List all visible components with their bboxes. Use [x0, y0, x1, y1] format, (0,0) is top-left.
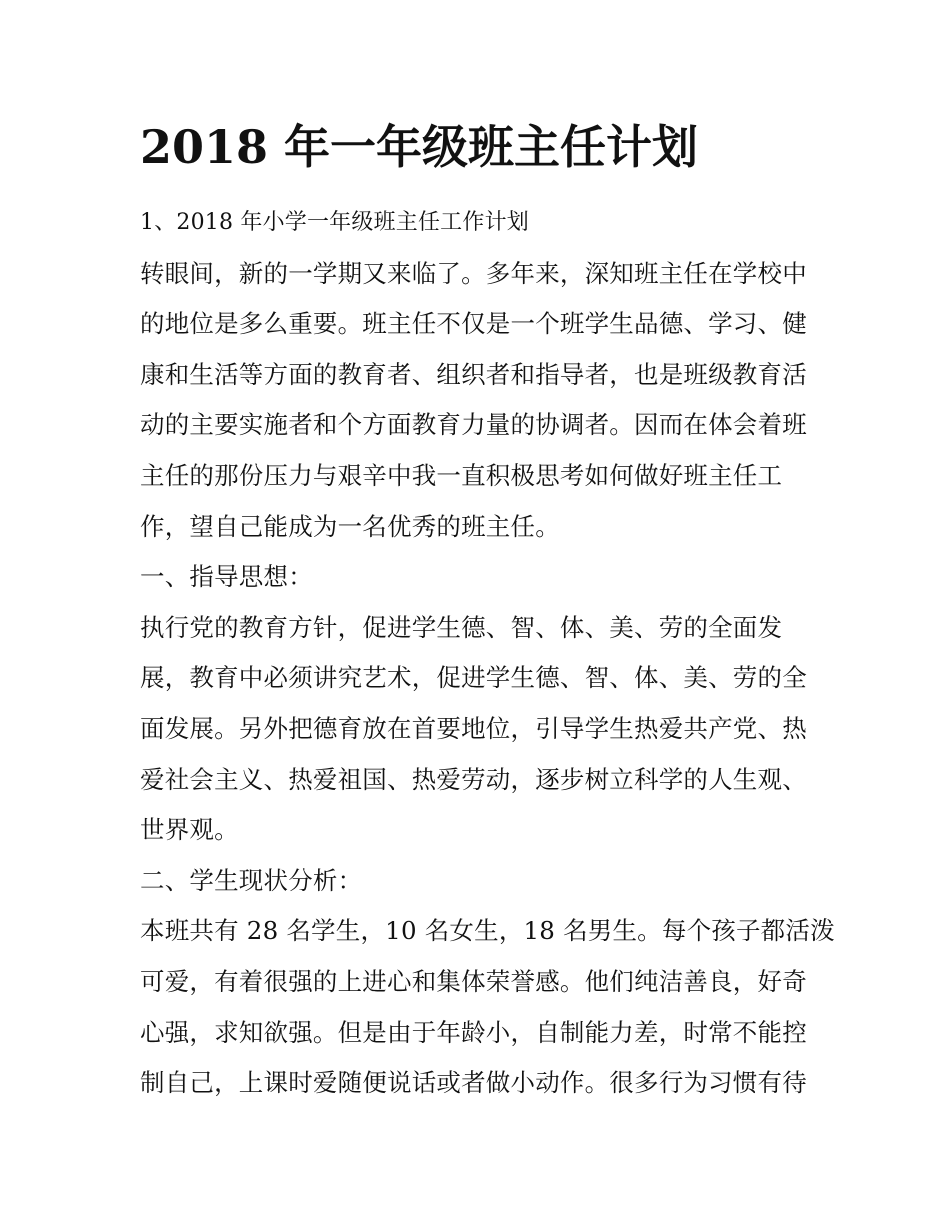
- section-heading-guiding-thought: 一、指导思想：: [140, 562, 313, 592]
- paragraph-line: 展，教育中必须讲究艺术，促进学生德、智、体、美、劳的全: [140, 663, 807, 693]
- page-title: 2018 年一年级班主任计划: [140, 120, 699, 174]
- paragraph-line: 制自己，上课时爱随便说话或者做小动作。很多行为习惯有待: [140, 1068, 807, 1098]
- paragraph-line: 主任的那份压力与艰辛中我一直积极思考如何做好班主任工: [140, 460, 783, 490]
- paragraph-line: 面发展。另外把德育放在首要地位，引导学生热爱共产党、热: [140, 713, 807, 743]
- paragraph-line: 执行党的教育方针，促进学生德、智、体、美、劳的全面发: [140, 612, 783, 642]
- paragraph-line: 爱社会主义、热爱祖国、热爱劳动，逐步树立科学的人生观、: [140, 764, 807, 794]
- paragraph-line: 世界观。: [140, 815, 239, 845]
- paragraph-line: 心强，求知欲强。但是由于年龄小，自制能力差，时常不能控: [140, 1017, 807, 1047]
- section-heading-student-analysis: 二、学生现状分析：: [140, 865, 363, 895]
- paragraph-line: 转眼间，新的一学期又来临了。多年来，深知班主任在学校中: [140, 258, 807, 288]
- paragraph-line: 康和生活等方面的教育者、组织者和指导者，也是班级教育活: [140, 359, 807, 389]
- paragraph-line: 作，望自己能成为一名优秀的班主任。: [140, 511, 560, 541]
- paragraph-line: 本班共有 28 名学生，10 名女生，18 名男生。每个孩子都活泼: [140, 916, 835, 946]
- paragraph-line: 可爱，有着很强的上进心和集体荣誉感。他们纯洁善良，好奇: [140, 966, 807, 996]
- paragraph-line: 的地位是多么重要。班主任不仅是一个班学生品德、学习、健: [140, 309, 807, 339]
- section-heading-1: 1、2018 年小学一年级班主任工作计划: [140, 210, 529, 235]
- document-body: [140, 198, 835, 1109]
- paragraph-line: 动的主要实施者和个方面教育力量的协调者。因而在体会着班: [140, 410, 807, 440]
